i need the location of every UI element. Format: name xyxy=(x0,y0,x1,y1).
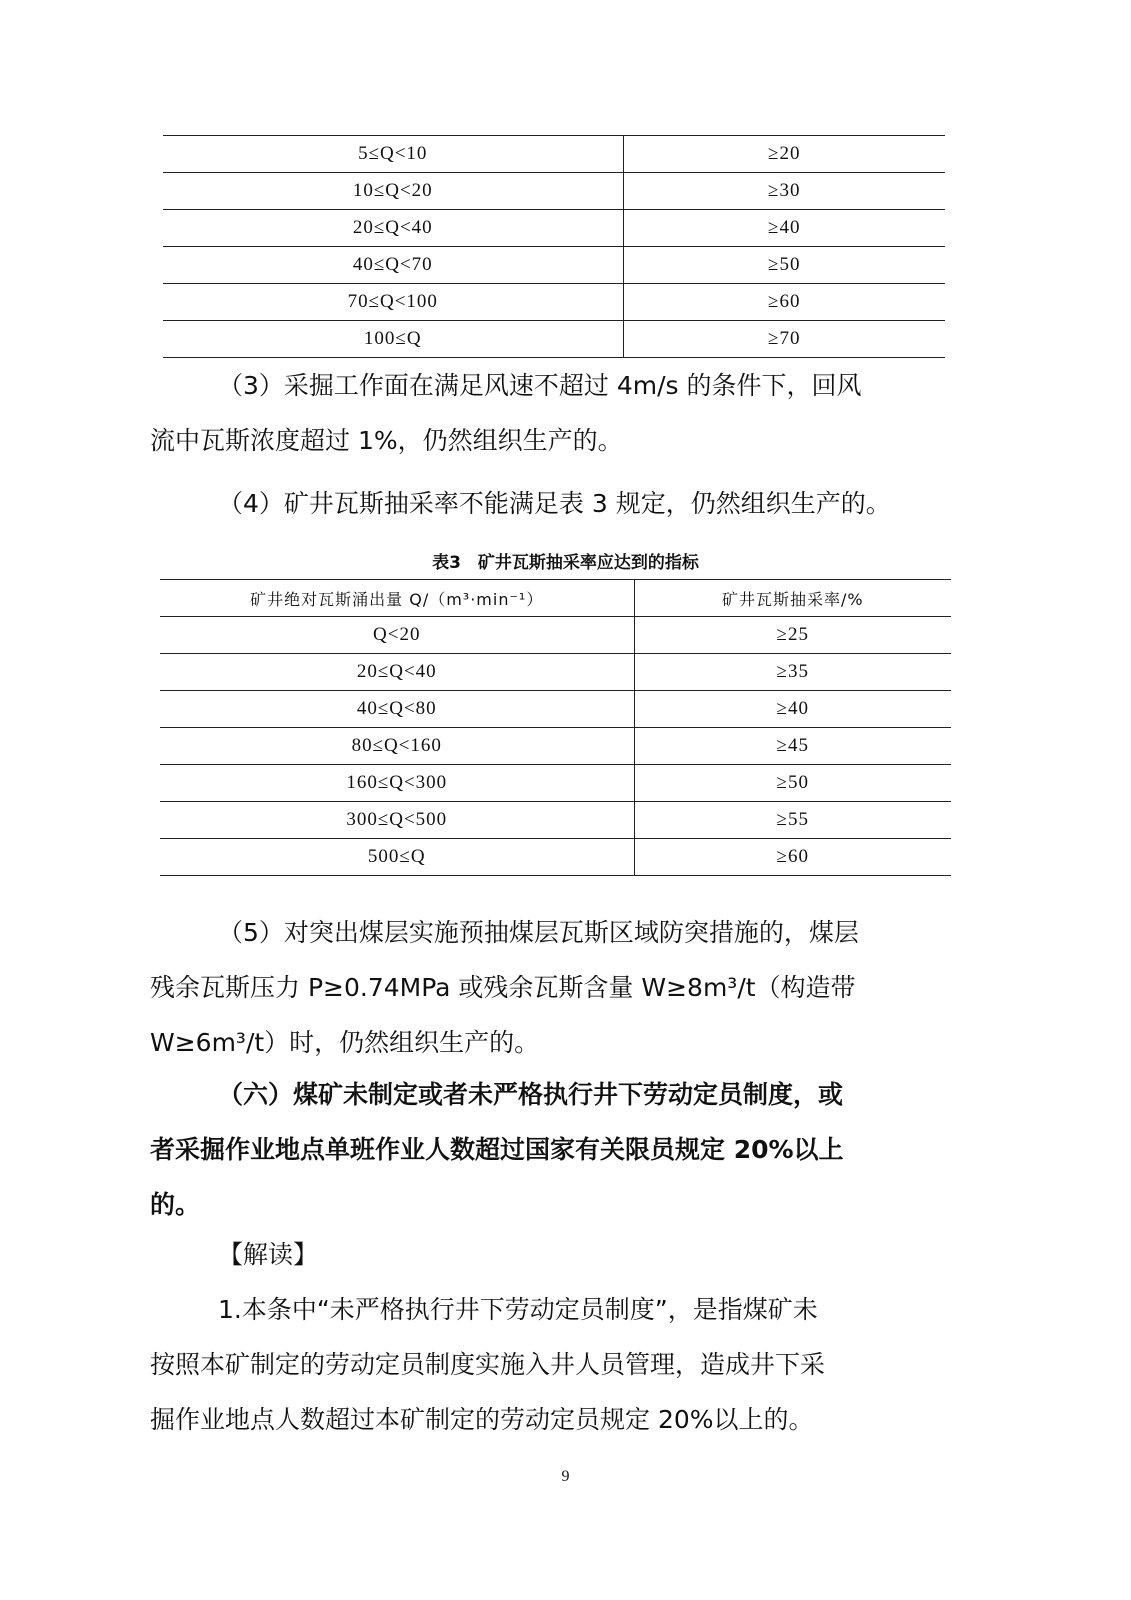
gas-emission-range-cell: 40≤Q<80 xyxy=(160,691,634,728)
section-6-line-3: 的。 xyxy=(150,1190,201,1219)
point-1-line-3: 掘作业地点人数超过本矿制定的劳动定员规定 20%以上的。 xyxy=(150,1405,814,1434)
table-row xyxy=(160,765,951,802)
item-4-line: （4）矿井瓦斯抽采率不能满足表 3 规定，仍然组织生产的。 xyxy=(218,489,891,518)
gas-emission-range-cell: 10≤Q<20 xyxy=(163,173,623,210)
table-header-row xyxy=(160,580,951,617)
table-row xyxy=(160,691,951,728)
requirement-cell: ≥50 xyxy=(623,247,945,284)
table-row xyxy=(163,321,945,358)
table-row xyxy=(163,247,945,284)
gas-emission-range-cell: 300≤Q<500 xyxy=(160,802,634,839)
requirement-cell: ≥35 xyxy=(634,654,951,691)
requirement-cell: ≥30 xyxy=(623,173,945,210)
requirement-cell: ≥20 xyxy=(623,136,945,173)
table-row xyxy=(163,284,945,321)
table-row xyxy=(160,802,951,839)
gas-emission-range-cell: 20≤Q<40 xyxy=(160,654,634,691)
table-row xyxy=(160,617,951,654)
table-row xyxy=(160,654,951,691)
table-3 xyxy=(160,579,951,876)
item-3-line-2: 流中瓦斯浓度超过 1%，仍然组织生产的。 xyxy=(150,426,623,455)
requirement-cell: ≥70 xyxy=(623,321,945,358)
gas-emission-range-cell: 5≤Q<10 xyxy=(163,136,623,173)
point-1-line-2: 按照本矿制定的劳动定员制度实施入井人员管理，造成井下采 xyxy=(150,1350,826,1379)
point-1-line-1: 1.本条中“未严格执行井下劳动定员制度”，是指煤矿未 xyxy=(218,1295,818,1324)
item-5-line-2: 残余瓦斯压力 P≥0.74MPa 或残余瓦斯含量 W≥8m³/t（构造带 xyxy=(150,973,856,1002)
item-5-line-3: W≥6m³/t）时，仍然组织生产的。 xyxy=(150,1028,540,1057)
gas-emission-range-cell: Q<20 xyxy=(160,617,634,654)
table-row xyxy=(163,136,945,173)
gas-emission-range-cell: 40≤Q<70 xyxy=(163,247,623,284)
table-row xyxy=(160,728,951,765)
gas-emission-range-cell: 500≤Q xyxy=(160,839,634,876)
table-row xyxy=(163,173,945,210)
requirement-cell: ≥55 xyxy=(634,802,951,839)
gas-emission-range-cell: 160≤Q<300 xyxy=(160,765,634,802)
header-cell: 矿井绝对瓦斯涌出量 Q/（m³·min⁻¹） xyxy=(160,580,634,617)
interpretation-heading: 【解读】 xyxy=(218,1240,319,1269)
requirement-cell: ≥60 xyxy=(634,839,951,876)
item-3-line-1: （3）采掘工作面在满足风速不超过 4m/s 的条件下，回风 xyxy=(218,371,862,400)
gas-emission-range-cell: 70≤Q<100 xyxy=(163,284,623,321)
table-3-caption: 表3 矿井瓦斯抽采率应达到的指标 xyxy=(432,553,699,573)
gas-emission-range-cell: 80≤Q<160 xyxy=(160,728,634,765)
requirement-cell: ≥40 xyxy=(623,210,945,247)
section-6-line-1: （六）煤矿未制定或者未严格执行井下劳动定员制度，或 xyxy=(218,1080,844,1109)
item-5-line-1: （5）对突出煤层实施预抽煤层瓦斯区域防突措施的，煤层 xyxy=(218,918,859,947)
requirement-cell: ≥25 xyxy=(634,617,951,654)
page-number: 9 xyxy=(561,1468,570,1485)
table-row xyxy=(160,839,951,876)
gas-emission-range-cell: 20≤Q<40 xyxy=(163,210,623,247)
header-cell: 矿井瓦斯抽采率/% xyxy=(634,580,951,617)
table-2-continuation xyxy=(163,135,945,358)
requirement-cell: ≥60 xyxy=(623,284,945,321)
requirement-cell: ≥50 xyxy=(634,765,951,802)
requirement-cell: ≥40 xyxy=(634,691,951,728)
table-row xyxy=(163,210,945,247)
section-6-line-2: 者采掘作业地点单班作业人数超过国家有关限员规定 20%以上 xyxy=(150,1135,844,1164)
requirement-cell: ≥45 xyxy=(634,728,951,765)
gas-emission-range-cell: 100≤Q xyxy=(163,321,623,358)
